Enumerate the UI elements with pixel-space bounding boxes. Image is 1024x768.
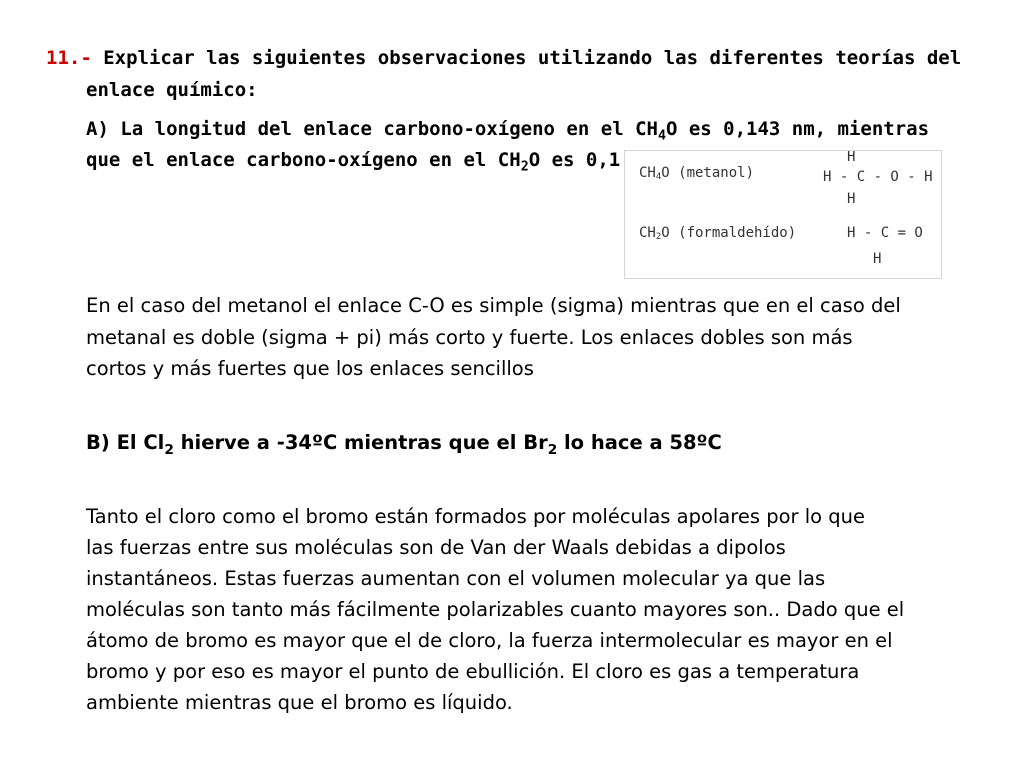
part-b-sub1: 2 [164, 441, 174, 458]
part-b-heading [86, 431, 722, 458]
figure-row1-top-h: H [847, 150, 856, 165]
figure-row1-label [639, 165, 754, 185]
part-a-line2-sub: 2 [520, 159, 529, 175]
part-b-text3: lo hace a 58ºC [557, 431, 722, 454]
figure-row2-ch: CH [639, 225, 656, 241]
part-a-line2 [86, 148, 621, 175]
figure-row1-sub: 4 [655, 172, 662, 182]
figure-row2-bottom-h: H [873, 251, 882, 267]
figure-row2-sub: 2 [655, 232, 662, 242]
part-a-line2-text: que el enlace carbono-oxígeno en el CH [86, 149, 521, 171]
figure-row2-label [639, 225, 796, 245]
figure-row1-bottom-h: H [847, 191, 856, 207]
part-b-text1: B) El Cl [86, 431, 165, 454]
question-heading-line1 [46, 46, 961, 70]
question-separator: .- [68, 47, 92, 69]
part-a-line2-text-end: O es 0,1 [528, 149, 621, 171]
part-a-line1-text: A) La longitud del enlace carbono-oxígeno en el CH [86, 118, 658, 140]
answer-b-line5: átomo de bromo es mayor que el de cloro, la fuerza intermolecular es mayor en el [86, 629, 893, 652]
question-number: 11 [46, 47, 69, 69]
question-title-line2: enlace químico: [86, 79, 258, 101]
answer-a-line1: En el caso del metanol el enlace C-O es simple (sigma) mientras que en el caso del [86, 294, 901, 317]
answer-b-line3: instantáneos. Estas fuerzas aumentan con el volumen molecular ya que las [86, 567, 826, 590]
question-title-line1: Explicar las siguientes observaciones utilizando las diferentes teorías del [91, 47, 962, 69]
structure-figure [624, 150, 942, 279]
figure-row1-name: O (metanol) [661, 165, 754, 181]
figure-row2-structure: H - C = O [847, 225, 923, 241]
answer-b-line4: moléculas son tanto más fácilmente polarizables cuanto mayores son.. Dado que el [86, 598, 905, 621]
answer-b-line7: ambiente mientras que el bromo es líquido. [86, 691, 513, 714]
answer-a-line3: cortos y más fuertes que los enlaces sencillos [86, 357, 534, 380]
answer-b-line2: las fuerzas entre sus moléculas son de Van der Waals debidas a dipolos [86, 536, 786, 559]
answer-b-line1: Tanto el cloro como el bromo están formados por moléculas apolares por lo que [86, 505, 866, 528]
part-a-line1-text-end: O es 0,143 nm, mientras [665, 118, 930, 140]
part-a-line1-sub: 4 [657, 128, 666, 144]
figure-row1-structure: H - C - O - H [823, 169, 933, 185]
figure-row1-ch: CH [639, 165, 656, 181]
part-a-line1 [86, 117, 930, 144]
answer-a-line2: metanal es doble (sigma + pi) más corto y fuerte. Los enlaces dobles son más [86, 326, 853, 349]
part-b-sub2: 2 [547, 441, 558, 458]
answer-b-line6: bromo y por eso es mayor el punto de ebullición. El cloro es gas a temperatura [86, 660, 860, 683]
part-b-text2: hierve a -34ºC mientras que el Br [173, 431, 548, 454]
figure-row2-name: O (formaldehído) [661, 225, 797, 241]
